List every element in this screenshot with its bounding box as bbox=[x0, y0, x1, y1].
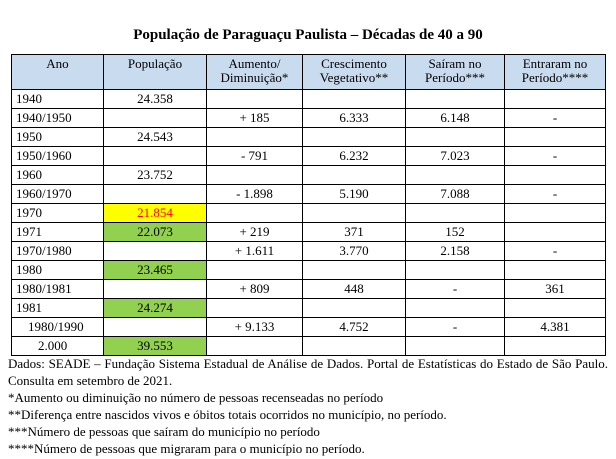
cell-crescimento: 448 bbox=[303, 280, 406, 299]
cell-entraram bbox=[505, 204, 606, 223]
cell-entraram: - bbox=[505, 242, 606, 261]
cell-crescimento bbox=[303, 166, 406, 185]
cell-ano: 1950/1960 bbox=[12, 147, 104, 166]
cell-sairam bbox=[406, 166, 505, 185]
cell-entraram bbox=[505, 261, 606, 280]
cell-entraram: 361 bbox=[505, 280, 606, 299]
header-entraram: Entraram no Período**** bbox=[505, 55, 606, 90]
cell-crescimento bbox=[303, 90, 406, 109]
cell-ano: 1980 bbox=[12, 261, 104, 280]
cell-populacao: 24.358 bbox=[104, 90, 207, 109]
header-ano: Ano bbox=[12, 55, 104, 90]
cell-entraram bbox=[505, 166, 606, 185]
cell-ano: 1970/1980 bbox=[12, 242, 104, 261]
cell-populacao bbox=[104, 318, 207, 337]
cell-populacao-highlight-green: 22.073 bbox=[104, 223, 207, 242]
cell-aumento bbox=[207, 204, 303, 223]
cell-populacao bbox=[104, 280, 207, 299]
cell-aumento: + 809 bbox=[207, 280, 303, 299]
cell-ano: 1980/1981 bbox=[12, 280, 104, 299]
cell-entraram: - bbox=[505, 185, 606, 204]
cell-ano: 1981 bbox=[12, 299, 104, 318]
table-row bbox=[12, 109, 606, 128]
table-row bbox=[12, 185, 606, 204]
cell-ano: 1970 bbox=[12, 204, 104, 223]
cell-crescimento: 5.190 bbox=[303, 185, 406, 204]
table-row bbox=[12, 166, 606, 185]
table-row bbox=[12, 223, 606, 242]
cell-populacao-highlight-green: 24.274 bbox=[104, 299, 207, 318]
cell-entraram: - bbox=[505, 109, 606, 128]
cell-ano: 1950 bbox=[12, 128, 104, 147]
cell-aumento: - 791 bbox=[207, 147, 303, 166]
cell-crescimento: 3.770 bbox=[303, 242, 406, 261]
footnotes bbox=[8, 355, 608, 457]
cell-ano: 1980/1990 bbox=[12, 318, 104, 337]
cell-aumento bbox=[207, 166, 303, 185]
cell-entraram: - bbox=[505, 147, 606, 166]
cell-populacao: 24.543 bbox=[104, 128, 207, 147]
cell-aumento bbox=[207, 337, 303, 356]
cell-aumento: + 219 bbox=[207, 223, 303, 242]
cell-sairam: 7.023 bbox=[406, 147, 505, 166]
cell-aumento: - 1.898 bbox=[207, 185, 303, 204]
cell-sairam bbox=[406, 90, 505, 109]
cell-entraram bbox=[505, 337, 606, 356]
cell-populacao: 23.752 bbox=[104, 166, 207, 185]
cell-populacao-highlight-green: 23.465 bbox=[104, 261, 207, 280]
table-row bbox=[12, 337, 606, 356]
cell-crescimento: 6.232 bbox=[303, 147, 406, 166]
cell-aumento bbox=[207, 128, 303, 147]
cell-aumento: + 185 bbox=[207, 109, 303, 128]
table-header-row bbox=[12, 55, 606, 90]
cell-sairam: 7.088 bbox=[406, 185, 505, 204]
cell-crescimento bbox=[303, 337, 406, 356]
cell-sairam: 6.148 bbox=[406, 109, 505, 128]
header-crescimento: Crescimento Vegetativo** bbox=[303, 55, 406, 90]
cell-populacao-highlight-yellow: 21.854 bbox=[104, 204, 207, 223]
cell-populacao bbox=[104, 242, 207, 261]
cell-sairam: - bbox=[406, 318, 505, 337]
cell-ano: 1971 bbox=[12, 223, 104, 242]
header-sairam: Saíram no Período*** bbox=[406, 55, 505, 90]
cell-crescimento bbox=[303, 204, 406, 223]
cell-populacao-highlight-green: 39.553 bbox=[104, 337, 207, 356]
cell-crescimento bbox=[303, 261, 406, 280]
table-row bbox=[12, 242, 606, 261]
header-aumento: Aumento/ Diminuição* bbox=[207, 55, 303, 90]
cell-aumento bbox=[207, 261, 303, 280]
cell-populacao bbox=[104, 147, 207, 166]
cell-crescimento bbox=[303, 299, 406, 318]
cell-sairam: - bbox=[406, 280, 505, 299]
table-row bbox=[12, 318, 606, 337]
source-note: Dados: SEADE – Fundação Sistema Estadual de Análise de Dados. Portal de Estatísticas do Estado de São Paulo. Consulta em setembro de 2021. bbox=[8, 356, 608, 388]
cell-sairam bbox=[406, 128, 505, 147]
cell-sairam: 2.158 bbox=[406, 242, 505, 261]
cell-crescimento: 4.752 bbox=[303, 318, 406, 337]
cell-aumento: + 1.611 bbox=[207, 242, 303, 261]
cell-sairam: 152 bbox=[406, 223, 505, 242]
cell-sairam bbox=[406, 261, 505, 280]
footnote-4: ****Número de pessoas que migraram para o município no período. bbox=[8, 441, 365, 456]
footnote-2: **Diferença entre nascidos vivos e óbitos totais ocorridos no município, no período. bbox=[8, 407, 447, 422]
table-row bbox=[12, 204, 606, 223]
table-row bbox=[12, 261, 606, 280]
cell-entraram bbox=[505, 223, 606, 242]
population-table bbox=[11, 54, 606, 356]
table-title: População de Paraguaçu Paulista – Décadas de 40 a 90 bbox=[133, 27, 483, 43]
cell-ano: 1960/1970 bbox=[12, 185, 104, 204]
footnote-1: *Aumento ou diminuição no número de pessoas recenseadas no período bbox=[8, 390, 384, 405]
cell-sairam bbox=[406, 299, 505, 318]
cell-crescimento: 371 bbox=[303, 223, 406, 242]
table-row bbox=[12, 280, 606, 299]
cell-ano: 1940/1950 bbox=[12, 109, 104, 128]
cell-aumento bbox=[207, 90, 303, 109]
cell-sairam bbox=[406, 337, 505, 356]
cell-entraram bbox=[505, 90, 606, 109]
cell-entraram bbox=[505, 128, 606, 147]
cell-aumento: + 9.133 bbox=[207, 318, 303, 337]
cell-populacao bbox=[104, 185, 207, 204]
cell-sairam bbox=[406, 204, 505, 223]
table-row bbox=[12, 90, 606, 109]
cell-entraram: 4.381 bbox=[505, 318, 606, 337]
cell-entraram bbox=[505, 299, 606, 318]
table-row bbox=[12, 299, 606, 318]
cell-ano: 1940 bbox=[12, 90, 104, 109]
footnote-3: ***Número de pessoas que saíram do município no período bbox=[8, 424, 320, 439]
cell-aumento bbox=[207, 299, 303, 318]
cell-crescimento bbox=[303, 128, 406, 147]
table-row bbox=[12, 128, 606, 147]
table-row bbox=[12, 147, 606, 166]
cell-crescimento: 6.333 bbox=[303, 109, 406, 128]
cell-populacao bbox=[104, 109, 207, 128]
cell-ano: 1960 bbox=[12, 166, 104, 185]
cell-ano: 2.000 bbox=[12, 337, 104, 356]
header-populacao: População bbox=[104, 55, 207, 90]
